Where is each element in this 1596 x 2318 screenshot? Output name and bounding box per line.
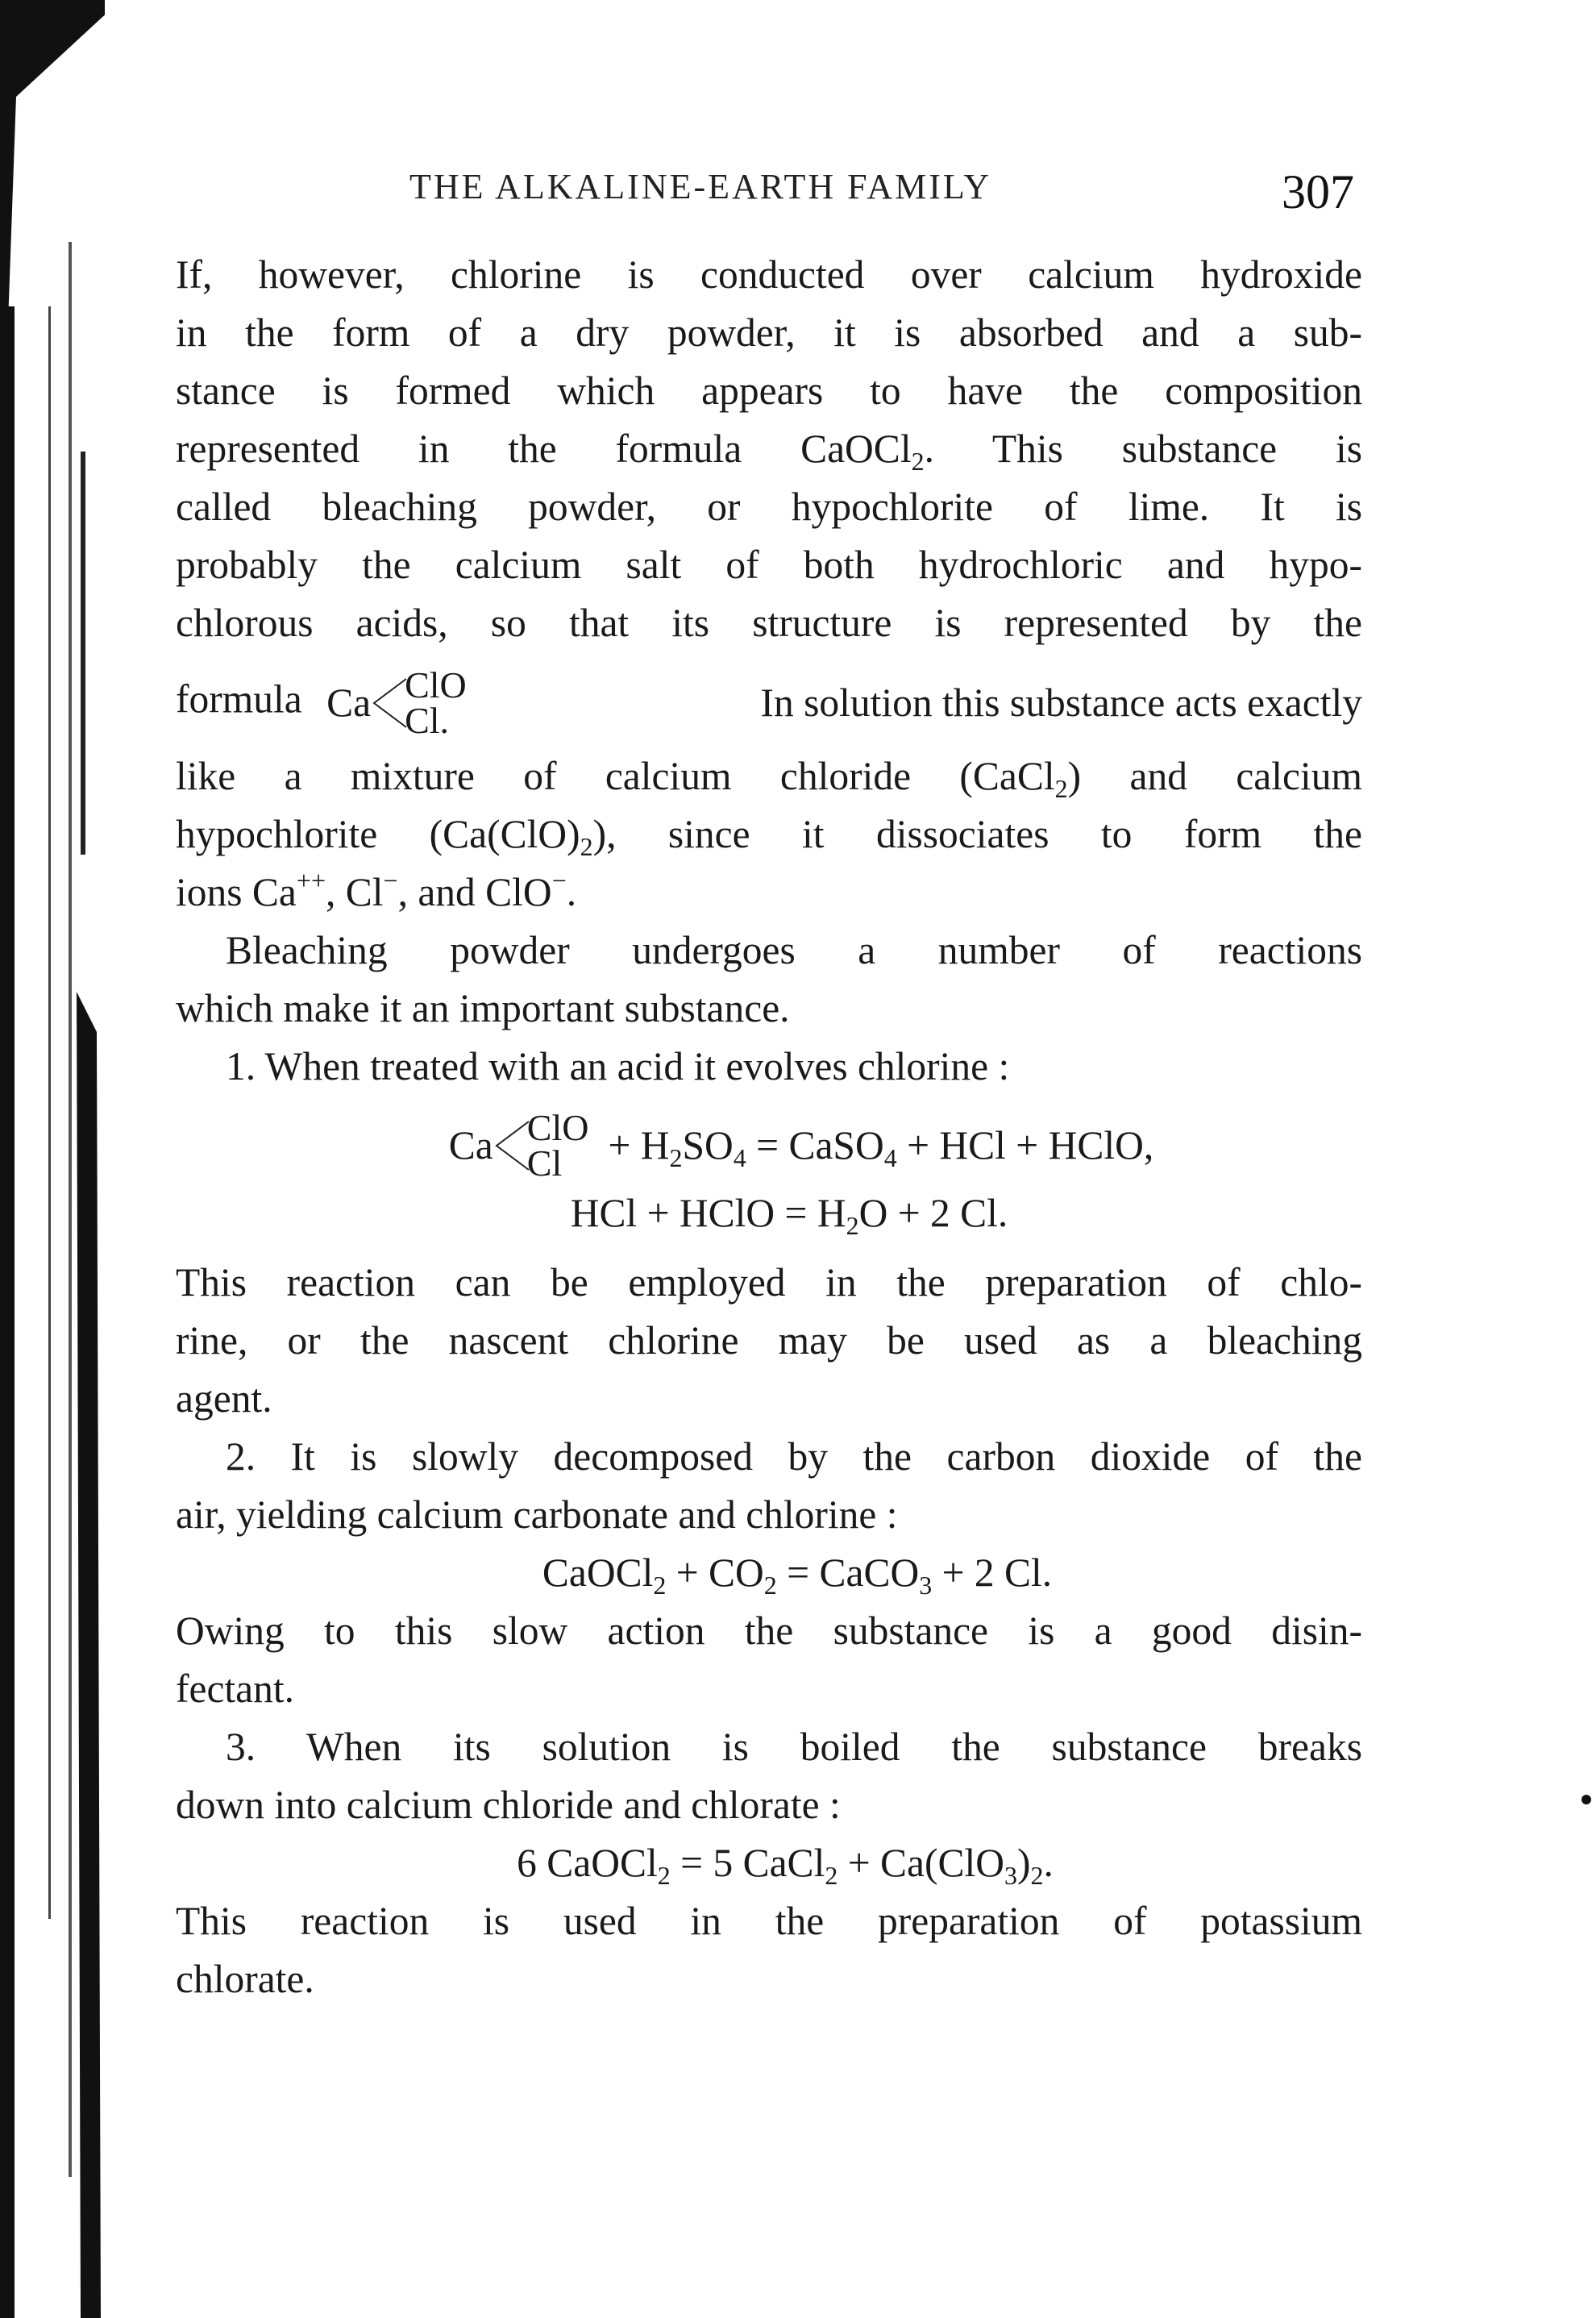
paragraph-5	[176, 1892, 1362, 2008]
page-number: 307	[1282, 165, 1354, 218]
text-line: down into calcium chloride and chlorate :	[176, 1783, 841, 1827]
running-head: THE ALKALINE-EARTH FAMILY	[409, 167, 992, 206]
paragraph-4	[176, 1602, 1362, 1718]
text-line: fectant.	[176, 1667, 295, 1711]
text-line: probably the calcium salt of both hydrochloric and hypo-	[176, 543, 1362, 587]
text-line: agent.	[176, 1376, 272, 1421]
formula-word: formula	[176, 676, 302, 722]
text-line: which make it an important substance.	[176, 986, 790, 1030]
paragraph-3	[176, 1254, 1362, 1428]
equation-block-1	[176, 1107, 1362, 1246]
bond-branch-icon	[371, 672, 408, 734]
book-binding-edge	[0, 0, 105, 2318]
text-line: rine, or the nascent chlorine may be used as a bleaching	[176, 1318, 1362, 1363]
structural-formula: Ca ClO Cl.	[326, 664, 467, 741]
bond-branch-icon	[493, 1115, 530, 1176]
text-line: stance is formed which appears to have the composition	[176, 368, 1362, 413]
equation: Ca ClO Cl + $H_2SO_4$ = CaSO$_4$ + HCl + HClO,	[448, 1107, 1154, 1184]
text-line: like a mixture of calcium chloride (CaCl$_2$) and calcium	[176, 754, 1363, 803]
text-line: air, yielding calcium carbonate and chlorine :	[176, 1492, 898, 1537]
text-line: chlorate.	[176, 1957, 314, 2001]
text-line: 2. It is slowly decomposed by the carbon dioxide of the	[226, 1434, 1362, 1479]
page-header	[176, 148, 1362, 221]
body-text	[176, 246, 1362, 2008]
equation: 6 CaOCl$_2$ = 5 CaCl$_2$ + $Ca(ClO_3)_2$.	[517, 1841, 1054, 1890]
text-line: called bleaching powder, or hypochlorite of lime. It is	[176, 485, 1362, 529]
text-line: This reaction is used in the preparation of potassium	[176, 1899, 1362, 1943]
equation: CaOCl$_2$ + $CO_2$ = CaCO$_3$ + 2 Cl.	[542, 1550, 1053, 1600]
paragraph-2	[176, 922, 1362, 1038]
text-line: If, however, chlorine is conducted over calcium hydroxide	[176, 252, 1362, 297]
structural-formula-line	[176, 659, 1362, 747]
text-line: Bleaching powder undergoes a number of reactions	[226, 928, 1362, 972]
formula-tail: In solution this substance acts exactly	[760, 680, 1362, 725]
text-line: This reaction can be employed in the preparation of chlo-	[176, 1260, 1362, 1305]
equation: HCl + HClO = $H_2O + 2$ Cl.	[570, 1191, 1008, 1240]
text-line: chlorous acids, so that its structure is represented by the	[176, 601, 1362, 645]
text-line: in the form of a dry powder, it is absorbed and a sub-	[176, 310, 1362, 355]
ink-speck	[1581, 1795, 1591, 1804]
list-item-3	[176, 1718, 1362, 1892]
text-line: represented in the formula CaOCl$_2$. This substance is	[176, 427, 1362, 476]
text-line: hypochlorite $(Ca(ClO)_2)$, since it dissociates to form the	[176, 812, 1362, 861]
list-item-1	[176, 1038, 1362, 1246]
text-line: ions Ca++, Cl−, and ClO−.	[176, 866, 577, 914]
paragraph-1	[176, 246, 1362, 922]
list-item-2	[176, 1428, 1362, 1602]
text-line: 3. When its solution is boiled the substance breaks	[226, 1725, 1362, 1769]
text-line: Owing to this slow action the substance is a good disin-	[176, 1608, 1362, 1653]
text-line: 1. When treated with an acid it evolves chlorine :	[226, 1044, 1010, 1088]
